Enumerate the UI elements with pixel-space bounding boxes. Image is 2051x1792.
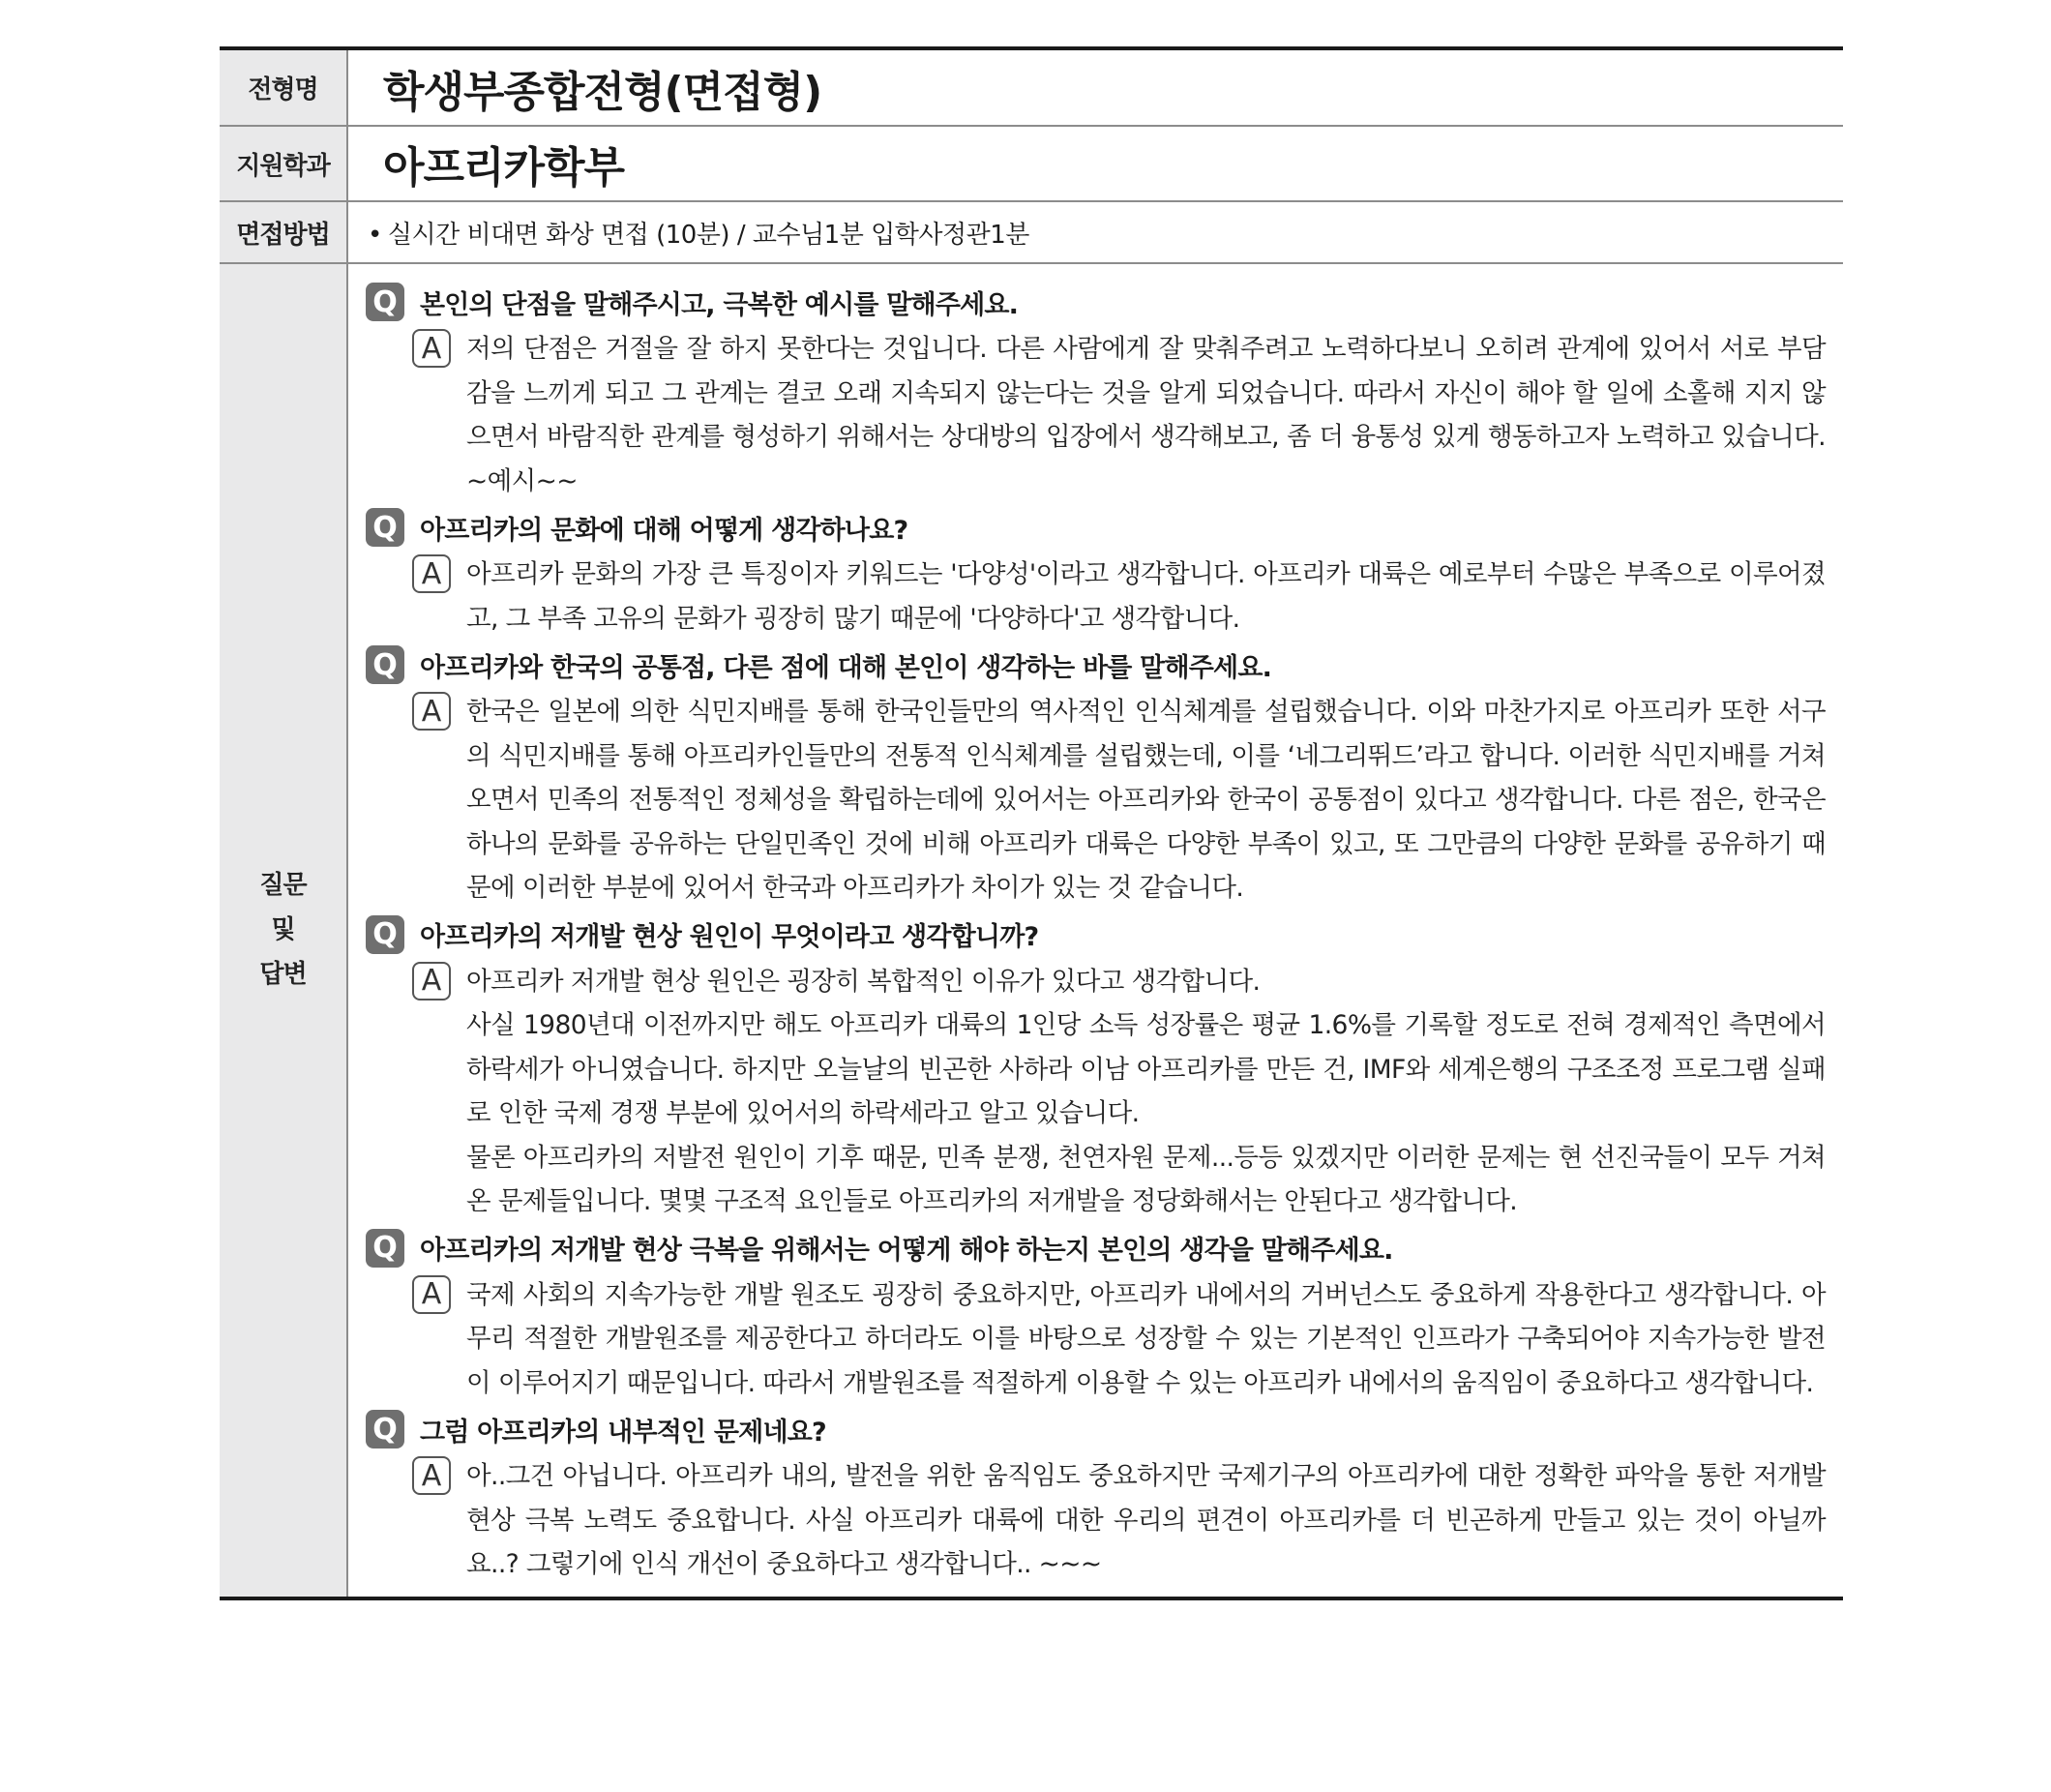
answer-5 [412, 1273, 1826, 1406]
question-text: 본인의 단점을 말해주시고, 극복한 예시를 말해주세요. [420, 289, 1019, 320]
question-text: 아프리카와 한국의 공통점, 다른 점에 대해 본인이 생각하는 바를 말해주세요. [420, 652, 1272, 683]
interview-method-text [348, 215, 1029, 251]
answer-badge-icon: A [412, 962, 451, 1001]
answer-badge-icon: A [412, 1275, 451, 1314]
question-text: 그럼 아프리카의 내부적인 문제네요? [420, 1417, 826, 1448]
interview-info-table [220, 46, 1843, 1600]
question-badge-icon: Q [366, 645, 404, 684]
qa-label-line-1: 질문 [259, 871, 307, 901]
question-1 [366, 283, 1826, 321]
answer-badge-icon: A [412, 554, 451, 593]
row-admission-type [220, 50, 1843, 127]
answer-6 [412, 1454, 1826, 1587]
department-cell [348, 127, 1843, 200]
answer-3 [412, 690, 1826, 911]
answer-2 [412, 553, 1826, 641]
question-3 [366, 645, 1826, 684]
bullet-icon: • [368, 220, 382, 250]
answer-1 [412, 327, 1826, 503]
answer-badge-icon: A [412, 692, 451, 731]
answer-paragraph: 한국은 일본에 의한 식민지배를 통해 한국인들만의 역사적인 인식체계를 설립했습니다. 이와 마찬가지로 아프리카 또한 서구의 식민지배를 통해 아프리카인들만의 전통적 인식체계를 설립했는데, 이를 ‘네그리뛰드’라고 합니다. 이러한 식민지배를 거쳐오면서 민족의 전통적인 정체성을 확립하는데에 있어서는 아프리카와 한국이 공통점이 있다고 생각합니다. 다른 점은, 한국은 하나의 문화를 공유하는 단일민족인 것에 비해 아프리카 대륙은 다양한 부족이 있고, 또 그만큼의 다양한 문화를 공유하기 때문에 이러한 부분에 있어서 한국과 아프리카가 차이가 있는 것 같습니다. [466, 697, 1826, 903]
department-value: 아프리카학부 [383, 143, 625, 193]
interview-method-cell [348, 202, 1843, 262]
question-text: 아프리카의 저개발 현상 원인이 무엇이라고 생각합니까? [420, 922, 1039, 952]
answer-badge-icon: A [412, 329, 451, 368]
admission-type-label: 전형명 [220, 50, 348, 125]
answer-paragraph: 사실 1980년대 이전까지만 해도 아프리카 대륙의 1인당 소득 성장률은 평균 1.6%를 기록할 정도로 전혀 경제적인 측면에서 하락세가 아니였습니다. 하지만 오늘날의 빈곤한 사하라 이남 아프리카를 만든 건, IMF와 세계은행의 구조조정 프로그램 실패로 인한 국제 경쟁 부분에 있어서의 하락세라고 알고 있습니다. [466, 1010, 1826, 1128]
question-badge-icon: Q [366, 1410, 404, 1449]
qa-list [348, 264, 1843, 1597]
answer-paragraph: 국제 사회의 지속가능한 개발 원조도 굉장히 중요하지만, 아프리카 내에서의 거버넌스도 중요하게 작용한다고 생각합니다. 아무리 적절한 개발원조를 제공한다고 하더라도 이를 바탕으로 성장할 수 있는 기본적인 인프라가 구축되어야 지속가능한 발전이 이루어지기 때문입니다. 따라서 개발원조를 적절하게 이용할 수 있는 아프리카 내에서의 움직임이 중요하다고 생각합니다. [466, 1279, 1826, 1398]
answer-badge-icon: A [412, 1456, 451, 1495]
question-text: 아프리카의 저개발 현상 극복을 위해서는 어떻게 해야 하는지 본인의 생각을 말해주세요. [420, 1236, 1393, 1266]
question-6 [366, 1410, 1826, 1449]
answer-paragraph: 아프리카 저개발 현상 원인은 굉장히 복합적인 이유가 있다고 생각합니다. [466, 966, 1261, 997]
question-text: 아프리카의 문화에 대해 어떻게 생각하나요? [420, 515, 908, 546]
answer-paragraph: 아프리카 문화의 가장 큰 특징이자 키워드는 '다양성'이라고 생각합니다. 아프리카 대륙은 예로부터 수많은 부족으로 이루어졌고, 그 부족 고유의 문화가 굉장히 많기 때문에 '다양하다'고 생각합니다. [466, 559, 1826, 634]
answer-4 [412, 960, 1826, 1224]
interview-method-value: 실시간 비대면 화상 면접 (10분) / 교수님1분 입학사정관1분 [387, 220, 1029, 250]
question-badge-icon: Q [366, 283, 404, 321]
qa-label-line-3: 답변 [259, 960, 307, 990]
admission-type-cell [348, 50, 1843, 125]
question-badge-icon: Q [366, 508, 404, 547]
question-badge-icon: Q [366, 1229, 404, 1268]
question-5 [366, 1229, 1826, 1268]
row-department [220, 127, 1843, 202]
row-interview-method [220, 202, 1843, 264]
answer-paragraph: 아..그건 아닙니다. 아프리카 내의, 발전을 위한 움직임도 중요하지만 국제기구의 아프리카에 대한 정확한 파악을 통한 저개발 현상 극복 노력도 중요합니다. 사실 아프리카 대륙에 대한 우리의 편견이 아프리카를 더 빈곤하게 만들고 있는 것이 아닐까요..? 그렇기에 인식 개선이 중요하다고 생각합니다.. ~~~ [466, 1461, 1826, 1579]
admission-type-value: 학생부종합전형(면접형) [383, 67, 822, 117]
answer-paragraph: 저의 단점은 거절을 잘 하지 못한다는 것입니다. 다른 사람에게 잘 맞춰주려고 노력하다보니 오히려 관계에 있어서 서로 부담감을 느끼게 되고 그 관계는 결코 오래 지속되지 않는다는 것을 알게 되었습니다. 따라서 자신이 해야 할 일에 소홀해 지지 않으면서 바람직한 관계를 형성하기 위해서는 상대방의 입장에서 생각해보고, 좀 더 융통성 있게 행동하고자 노력하고 있습니다. ~예시~~ [466, 334, 1826, 496]
answer-paragraph: 물론 아프리카의 저발전 원인이 기후 때문, 민족 분쟁, 천연자원 문제...등등 있겠지만 이러한 문제는 현 선진국들이 모두 거쳐 온 문제들입니다. 몇몇 구조적 요인들로 아프리카의 저개발을 정당화해서는 안된다고 생각합니다. [466, 1142, 1826, 1216]
interview-method-label: 면접방법 [220, 202, 348, 262]
qa-label [220, 264, 348, 1597]
question-2 [366, 508, 1826, 547]
question-4 [366, 915, 1826, 954]
department-label: 지원학과 [220, 127, 348, 200]
row-qa [220, 264, 1843, 1597]
question-badge-icon: Q [366, 915, 404, 954]
qa-label-line-2: 및 [271, 915, 295, 945]
